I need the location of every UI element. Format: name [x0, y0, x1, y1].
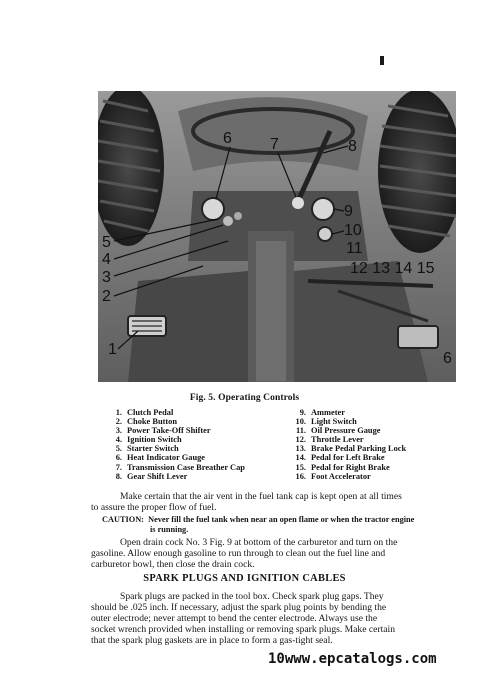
legend-item: 14. Pedal for Left Brake	[295, 453, 385, 463]
callout-10: 10	[344, 222, 362, 239]
legend-item: 6. Heat Indicator Gauge	[115, 453, 206, 463]
callout-7: 7	[270, 136, 279, 153]
legend-left	[108, 408, 245, 481]
legend-item: 16. Foot Accelerator	[295, 471, 371, 481]
legend-item: 2. Choke Button	[115, 417, 178, 427]
callout-2: 2	[102, 288, 111, 305]
legend-item: 15. Pedal for Right Brake	[295, 462, 390, 472]
callout-12-15: 12 13 14 15	[350, 260, 435, 277]
caution-note: CAUTION: Never fill the fuel tank when near an open flame or when the tractor engine is running.	[102, 515, 415, 534]
figure-caption: Fig. 5. Operating Controls	[189, 393, 300, 403]
legend-item: 7. Transmission Case Breather Cap	[115, 462, 245, 472]
drain-cock-paragraph: Open drain cock No. 3 Fig. 9 at bottom of the carburetor and turn on the gasoline. Allow enough gasoline to run through to clean out the fuel line and carburetor bowl, then close the drain cock.	[91, 537, 398, 571]
legend-item: 13. Brake Pedal Parking Lock	[295, 444, 407, 454]
callout-8: 8	[348, 138, 357, 155]
operating-controls-photo	[98, 91, 456, 382]
spark-plugs-paragraph: Spark plugs are packed in the tool box. Check spark plug gaps. They should be .025 inch. If necessary, adjust the spark plug points by bending the outer electrode; never attempt to bend the center electrode. Always use the socket wrench provided when installing or removing spark plugs. Make certain that the spark plug gaskets are in place to form a gas-tight seal.	[91, 591, 395, 647]
legend-item: 10. Light Switch	[295, 417, 357, 427]
legend-item: 11. Oil Pressure Gauge	[295, 426, 381, 436]
callout-4: 4	[102, 251, 111, 268]
legend-item: 4. Ignition Switch	[115, 435, 182, 445]
callout-5: 5	[102, 234, 111, 251]
callout-1: 1	[108, 341, 117, 358]
legend-item: 1. Clutch Pedal	[115, 408, 174, 417]
footer-watermark: 10www.epcatalogs.com	[268, 651, 437, 667]
callout-6-bottom: 6	[443, 350, 452, 367]
legend-item: 8. Gear Shift Lever	[115, 471, 188, 481]
legend-right	[292, 408, 406, 481]
margin-mark	[380, 56, 384, 65]
callout-9: 9	[344, 203, 353, 220]
legend-item: 12. Throttle Lever	[295, 435, 364, 445]
legend-item: 9. Ammeter	[299, 408, 345, 417]
callout-6-top: 6	[223, 130, 232, 147]
caution-label: CAUTION:	[102, 515, 144, 524]
callout-3: 3	[102, 269, 111, 286]
fuel-vent-paragraph: Make certain that the air vent in the fuel tank cap is kept open at all times to assure the proper flow of fuel.	[91, 491, 402, 514]
legend-item: 3. Power Take-Off Shifter	[115, 426, 211, 436]
callout-11: 11	[346, 240, 363, 257]
legend-item: 5. Starter Switch	[115, 444, 179, 454]
section-heading: SPARK PLUGS AND IGNITION CABLES	[143, 573, 346, 584]
